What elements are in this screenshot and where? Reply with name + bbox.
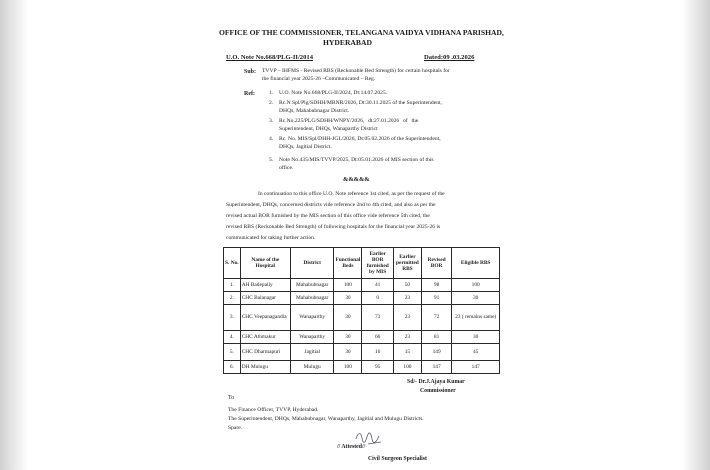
table-cell: AH Badepally [240, 279, 290, 292]
ref-5-line-1: Note No.435/MIS/TVVP/2025, Dt:05.01.2026 of MIS section of this [279, 157, 434, 163]
table-cell: 16 [362, 344, 394, 361]
scan-shadow-left [0, 0, 28, 470]
table-cell: 147 [421, 361, 451, 374]
table-cell: 81 [421, 331, 451, 344]
attested-by: Civil Surgeon Specialist [368, 456, 427, 462]
col-header: Name of the Hospital [240, 248, 290, 279]
table-row [224, 305, 500, 331]
table-cell: 45 [452, 344, 500, 361]
table-cell: CHC Veepanagandla [240, 305, 290, 331]
table-cell: 23 [394, 292, 422, 305]
ref-4-num: 4. [269, 136, 274, 142]
table-cell: 0 [362, 292, 394, 305]
table-cell: 30 [334, 331, 362, 344]
signatory-title: Commissioner [420, 388, 456, 394]
ref-label: Ref: [244, 91, 255, 97]
table-cell: 5. [224, 344, 241, 361]
table-cell: 66 [362, 331, 394, 344]
scan-shadow-right [682, 0, 710, 470]
ref-5-line-2: office. [279, 165, 294, 171]
body-line-4: revised RBS (Reckonable Bed Strength) of following hospitals for the financial year 2025-26 is [226, 224, 441, 230]
table-cell: Jagitial [290, 344, 334, 361]
ref-3-num: 3. [269, 118, 274, 124]
separator: &&&&& [343, 176, 370, 183]
table-row [224, 331, 500, 344]
ref-1-num: 1. [269, 90, 274, 96]
table-cell: 100 [334, 361, 362, 374]
table-cell: Mulugu [290, 361, 334, 374]
table-cell: Mahabubnagar [290, 292, 334, 305]
ref-5-num: 5. [269, 157, 274, 163]
table-cell: 41 [362, 279, 394, 292]
table-cell: 147 [452, 361, 500, 374]
table-cell: CHC Dharmapuri [240, 344, 290, 361]
table-cell: 50 [394, 279, 422, 292]
ref-2-line-2: DHQs, Mahabubnagar District. [279, 108, 350, 114]
to-line-1: The Finance Officer, TVVP, Hyderabad. [228, 407, 319, 413]
subject-label: Sub: [244, 69, 257, 75]
office-title: OFFICE OF THE COMMISSIONER, TELANGANA VAIDYA VIDHANA PARISHAD, [219, 28, 504, 37]
table-row [224, 279, 500, 292]
to-line-3: Spare. [228, 425, 243, 431]
col-header: Revised BOR [421, 248, 451, 279]
ref-1-line-1: U.O. Note No.668/PLG-II/2024, Dt:14.07.2025. [279, 90, 388, 96]
table-cell: DH Mulugu [240, 361, 290, 374]
table-row [224, 292, 500, 305]
note-date: Dated:09 .03.2026 [424, 54, 475, 61]
col-header: Earlier permitted RBS [394, 248, 422, 279]
rbs-table [223, 247, 500, 374]
table-cell: CHC Balanagar [240, 292, 290, 305]
ref-3-line-1: Rc.No.225/PLG/SDHH/WNPY/2026, dt:27.01.2026 of the [279, 118, 419, 124]
table-cell: 15 [394, 344, 422, 361]
col-header: Functional Beds [334, 248, 362, 279]
table-row [224, 361, 500, 374]
table-header-row [224, 248, 500, 279]
table-cell: 6. [224, 361, 241, 374]
table-cell: 30 [334, 344, 362, 361]
table-cell: 149 [421, 344, 451, 361]
table-cell: 23 [394, 331, 422, 344]
office-city: HYDERABAD [323, 38, 372, 47]
subject-line-2: the financial year 2025-26 –Communicated – Reg. [262, 76, 376, 82]
subject-line-1: TVVP – IHFMS - Revised RBS (Reckonable Bed Strength) for certain hospitals for [262, 68, 450, 74]
table-cell: 23 ( remains same) [452, 305, 500, 331]
table-cell: 30 [452, 292, 500, 305]
table-cell: Wanaparthy [290, 305, 334, 331]
ref-4-line-2: DHQs, Jagitial District. [279, 144, 332, 150]
table-cell: Wanaparthy [290, 331, 334, 344]
to-line-2: The Superintendent, DHQs, Mahabubnagar, Wanaparthy, Jagitial and Mulugu Districts. [228, 416, 424, 422]
body-line-5: communicated for taking further action. [226, 235, 316, 241]
table-cell: 72 [421, 305, 451, 331]
table-cell: CHC Athmakur [240, 331, 290, 344]
table-cell: 91 [421, 292, 451, 305]
body-line-3: revised actual BOR furnished by the MIS section of this office vide reference 5th cited, the [226, 213, 430, 219]
body-line-2: Superintendent, DHQs, concerned districts vide reference 2nd to 4th cited, and also as per the [226, 202, 436, 208]
col-header: Eligible RBS [452, 248, 500, 279]
ref-3-line-2: Superintendent, DHQs, Wanaparthy District [279, 126, 378, 132]
table-cell: 30 [452, 331, 500, 344]
table-cell: 100 [394, 361, 422, 374]
signatory-name: Sd/- Dr.J.Ajaya Kumar [407, 379, 465, 385]
ref-2-num: 2. [269, 100, 274, 106]
table-cell: 3. [224, 305, 241, 331]
ref-2-line-1: Rc.N Spl/Plg/SDHH/MBNR/2026, Dt:30.11.2025 of the Superintendent, [279, 100, 442, 106]
col-header: District [290, 248, 334, 279]
table-cell: 1. [224, 279, 241, 292]
table-cell: 73 [362, 305, 394, 331]
table-cell: 30 [334, 305, 362, 331]
table-cell: Mahabubnagar [290, 279, 334, 292]
col-header: S. No. [224, 248, 241, 279]
table-row [224, 344, 500, 361]
col-header: Earlier BOR furnished by MIS [362, 248, 394, 279]
table-cell: 100 [452, 279, 500, 292]
table-cell: 98 [421, 279, 451, 292]
ref-4-line-1: Rc. No. MIS/Spl/DHH-JGL/2026, Dt:05.02.2026 of the Superintendent, [279, 136, 441, 142]
table-cell: 30 [334, 292, 362, 305]
note-number: U.O. Note No.668/PLG-II/2014 [226, 54, 313, 61]
to-label: To [228, 395, 235, 401]
table-cell: 23 [394, 305, 422, 331]
table-cell: 100 [334, 279, 362, 292]
body-line-1: In continuation to this office U.O. Note reference 1st cited, as per the request of the [258, 191, 445, 197]
table-cell: 4. [224, 331, 241, 344]
table-cell: 2. [224, 292, 241, 305]
table-cell: 95 [362, 361, 394, 374]
attested-label: // Attested// [337, 444, 366, 450]
